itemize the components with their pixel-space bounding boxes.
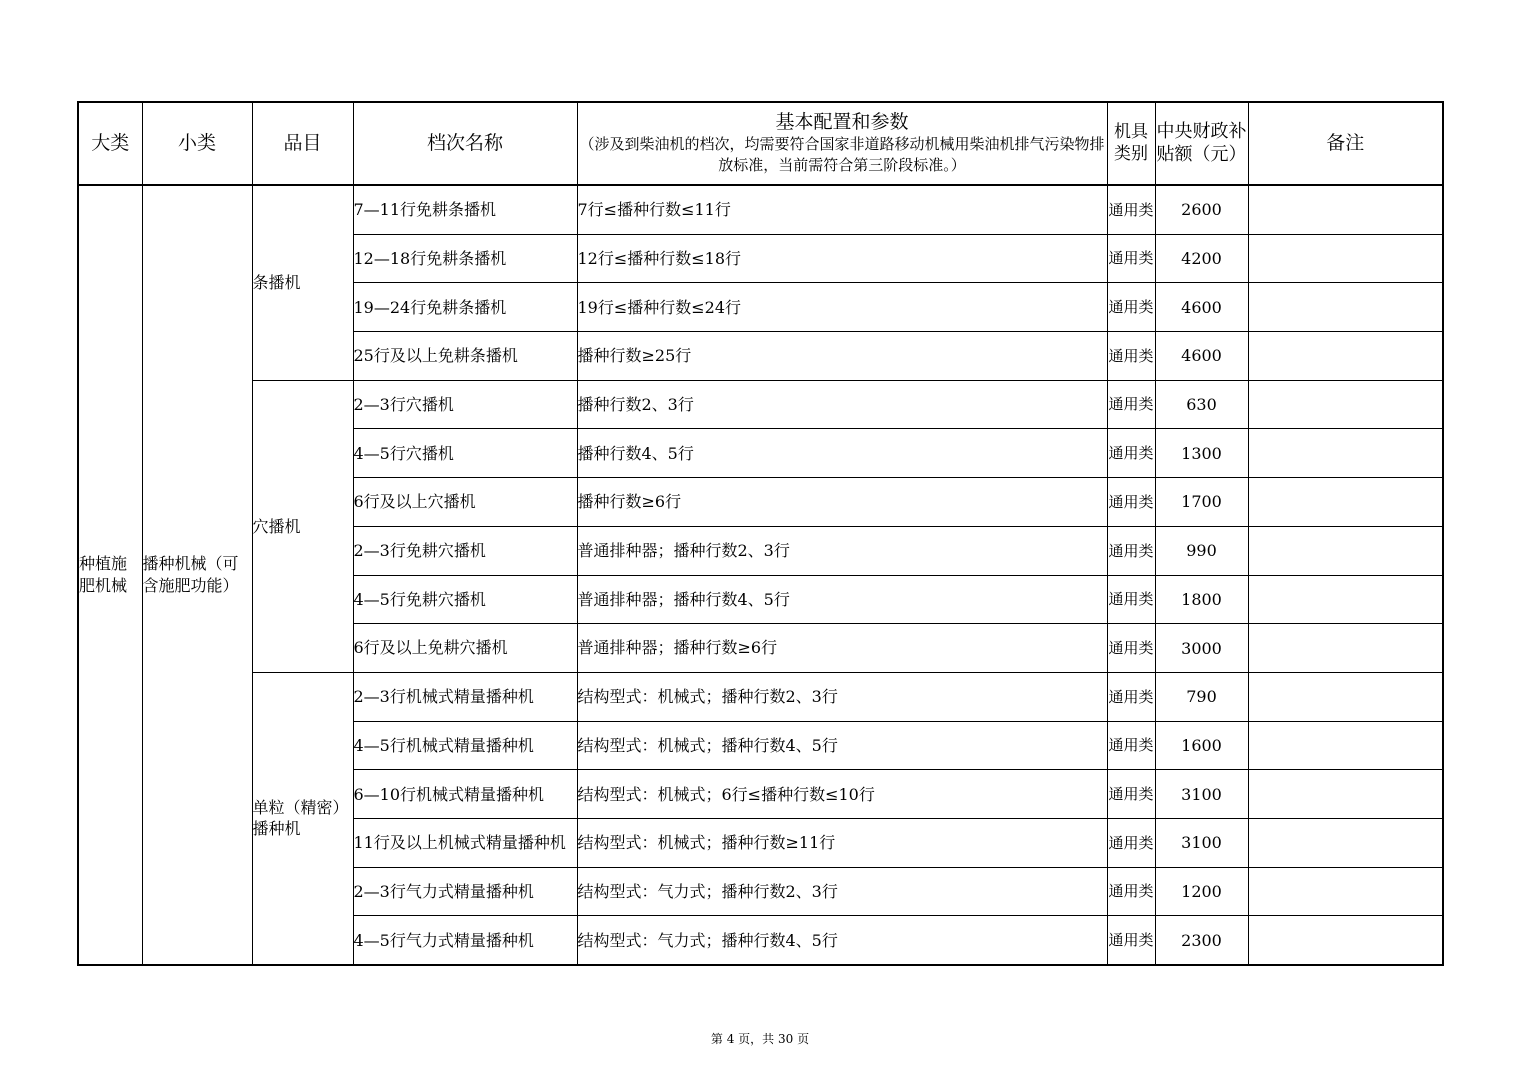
config-cell: 19行≤播种行数≤24行 (577, 283, 1107, 332)
header-category: 大类 (78, 102, 142, 185)
subsidy-cell: 3100 (1155, 818, 1248, 867)
remark-cell (1248, 234, 1443, 283)
remark-cell (1248, 867, 1443, 916)
table-row (78, 380, 1443, 429)
subsidy-cell: 3000 (1155, 624, 1248, 673)
header-grade-name: 档次名称 (353, 102, 577, 185)
grade-name-cell: 11行及以上机械式精量播种机 (353, 818, 577, 867)
remark-cell (1248, 283, 1443, 332)
remark-cell (1248, 916, 1443, 965)
grade-name-cell: 6行及以上免耕穴播机 (353, 624, 577, 673)
page-footer: 第 4 页，共 30 页 (710, 1032, 810, 1046)
config-cell: 结构型式：气力式；播种行数2、3行 (577, 867, 1107, 916)
machine-type-cell: 通用类 (1107, 916, 1155, 965)
config-cell: 播种行数2、3行 (577, 380, 1107, 429)
remark-cell (1248, 575, 1443, 624)
subsidy-cell: 2300 (1155, 916, 1248, 965)
subsidy-cell: 4600 (1155, 283, 1248, 332)
header-config (577, 102, 1107, 185)
header-remarks: 备注 (1248, 102, 1443, 185)
grade-name-cell: 2—3行穴播机 (353, 380, 577, 429)
machine-type-cell: 通用类 (1107, 234, 1155, 283)
grade-name-cell: 7—11行免耕条播机 (353, 185, 577, 234)
machine-type-cell: 通用类 (1107, 818, 1155, 867)
remark-cell (1248, 185, 1443, 234)
remark-cell (1248, 380, 1443, 429)
config-cell: 结构型式：气力式；播种行数4、5行 (577, 916, 1107, 965)
subsidy-cell: 630 (1155, 380, 1248, 429)
header-config-note: （涉及到柴油机的档次，均需要符合国家非道路移动机械用柴油机排气污染物排放标准，当前需符合第三阶段标准。） (579, 135, 1105, 175)
grade-name-cell: 4—5行免耕穴播机 (353, 575, 577, 624)
category-cell: 种植施肥机械 (78, 185, 142, 965)
config-cell: 普通排种器；播种行数4、5行 (577, 575, 1107, 624)
grade-name-cell: 25行及以上免耕条播机 (353, 332, 577, 381)
machine-type-cell: 通用类 (1107, 672, 1155, 721)
remark-cell (1248, 721, 1443, 770)
subsidy-cell: 1700 (1155, 478, 1248, 527)
config-cell: 普通排种器；播种行数≥6行 (577, 624, 1107, 673)
grade-name-cell: 4—5行气力式精量播种机 (353, 916, 577, 965)
remark-cell (1248, 332, 1443, 381)
remark-cell (1248, 672, 1443, 721)
config-cell: 普通排种器；播种行数2、3行 (577, 526, 1107, 575)
machine-type-cell: 通用类 (1107, 429, 1155, 478)
config-cell: 7行≤播种行数≤11行 (577, 185, 1107, 234)
grade-name-cell: 4—5行穴播机 (353, 429, 577, 478)
machine-type-cell: 通用类 (1107, 575, 1155, 624)
grade-name-cell: 2—3行免耕穴播机 (353, 526, 577, 575)
grade-name-cell: 6—10行机械式精量播种机 (353, 770, 577, 819)
header-config-title: 基本配置和参数 (775, 110, 909, 133)
grade-name-cell: 19—24行免耕条播机 (353, 283, 577, 332)
subsidy-table (77, 101, 1444, 966)
remark-cell (1248, 429, 1443, 478)
subsidy-cell: 4600 (1155, 332, 1248, 381)
machine-type-cell: 通用类 (1107, 185, 1155, 234)
item-cell: 条播机 (252, 185, 353, 380)
remark-cell (1248, 818, 1443, 867)
machine-type-cell: 通用类 (1107, 332, 1155, 381)
config-cell: 12行≤播种行数≤18行 (577, 234, 1107, 283)
machine-type-cell: 通用类 (1107, 721, 1155, 770)
subsidy-cell: 1200 (1155, 867, 1248, 916)
header-subsidy: 中央财政补贴额（元） (1155, 102, 1248, 185)
subsidy-cell: 1600 (1155, 721, 1248, 770)
machine-type-cell: 通用类 (1107, 526, 1155, 575)
remark-cell (1248, 770, 1443, 819)
grade-name-cell: 6行及以上穴播机 (353, 478, 577, 527)
header-row (78, 102, 1443, 185)
config-cell: 结构型式：机械式；播种行数4、5行 (577, 721, 1107, 770)
subsidy-cell: 1800 (1155, 575, 1248, 624)
subsidy-cell: 1300 (1155, 429, 1248, 478)
config-cell: 播种行数≥6行 (577, 478, 1107, 527)
machine-type-cell: 通用类 (1107, 478, 1155, 527)
machine-type-cell: 通用类 (1107, 624, 1155, 673)
grade-name-cell: 2—3行机械式精量播种机 (353, 672, 577, 721)
item-cell: 单粒（精密）播种机 (252, 672, 353, 965)
grade-name-cell: 12—18行免耕条播机 (353, 234, 577, 283)
remark-cell (1248, 624, 1443, 673)
config-cell: 结构型式：机械式；播种行数≥11行 (577, 818, 1107, 867)
grade-name-cell: 4—5行机械式精量播种机 (353, 721, 577, 770)
subsidy-cell: 790 (1155, 672, 1248, 721)
subcategory-cell: 播种机械（可含施肥功能） (142, 185, 252, 965)
subsidy-cell: 990 (1155, 526, 1248, 575)
subsidy-cell: 4200 (1155, 234, 1248, 283)
header-subcategory: 小类 (142, 102, 252, 185)
machine-type-cell: 通用类 (1107, 283, 1155, 332)
config-cell: 结构型式：机械式；播种行数2、3行 (577, 672, 1107, 721)
table-row (78, 185, 1443, 234)
machine-type-cell: 通用类 (1107, 867, 1155, 916)
config-cell: 播种行数4、5行 (577, 429, 1107, 478)
item-cell: 穴播机 (252, 380, 353, 672)
table-body (78, 185, 1443, 965)
table-row (78, 672, 1443, 721)
subsidy-cell: 2600 (1155, 185, 1248, 234)
config-cell: 结构型式：机械式；6行≤播种行数≤10行 (577, 770, 1107, 819)
subsidy-cell: 3100 (1155, 770, 1248, 819)
remark-cell (1248, 478, 1443, 527)
config-cell: 播种行数≥25行 (577, 332, 1107, 381)
header-item: 品目 (252, 102, 353, 185)
machine-type-cell: 通用类 (1107, 380, 1155, 429)
machine-type-cell: 通用类 (1107, 770, 1155, 819)
header-machine-type: 机具类别 (1107, 102, 1155, 185)
grade-name-cell: 2—3行气力式精量播种机 (353, 867, 577, 916)
remark-cell (1248, 526, 1443, 575)
